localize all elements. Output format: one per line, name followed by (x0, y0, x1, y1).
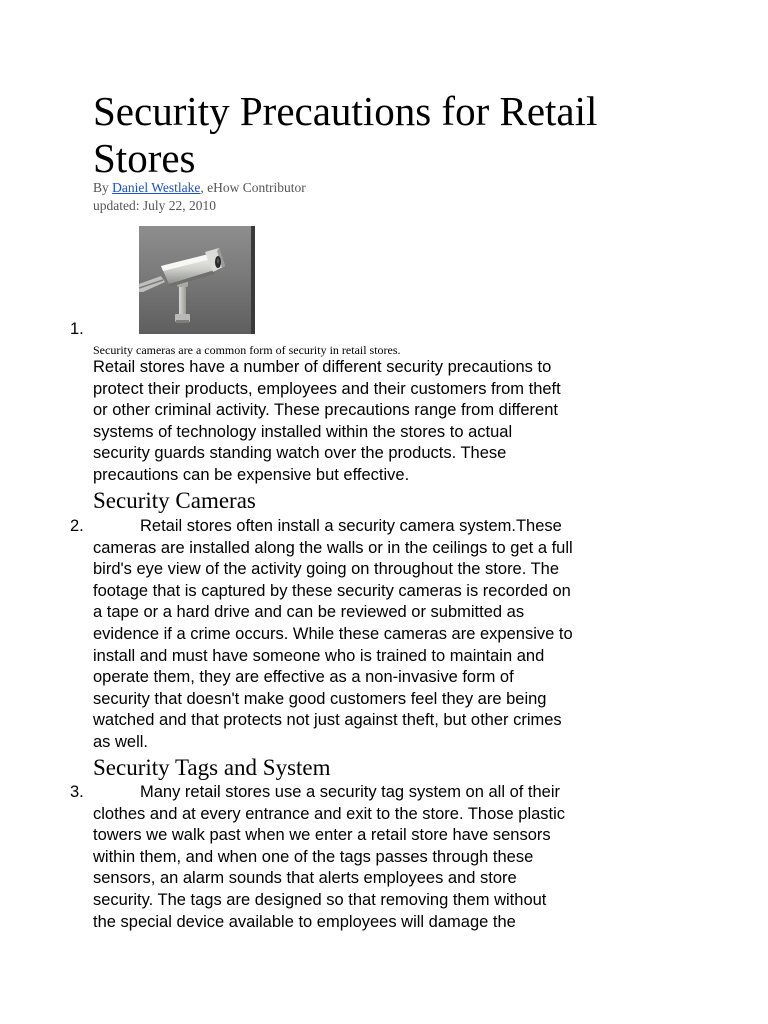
list-number-1: 1. (70, 320, 84, 338)
security-camera-photo (139, 226, 255, 334)
byline (93, 179, 306, 215)
paragraph-line: as well. (93, 732, 149, 751)
section-heading-security-tags: Security Tags and System (93, 755, 331, 780)
paragraph-line: cameras are installed along the walls or in the ceilings to get a full (93, 538, 573, 557)
paragraph-line: evidence if a crime occurs. While these cameras are expensive to (93, 624, 573, 643)
article-title-line-2: Stores (93, 135, 196, 181)
list-number-2: 2. (70, 517, 84, 535)
paragraph-line: sensors, an alarm sounds that alerts employees and store (93, 869, 517, 888)
list-number-3: 3. (70, 783, 84, 801)
paragraph-line: security. The tags are designed so that removing them without (93, 890, 547, 909)
paragraph-line: clothes and at every entrance and exit to the store. Those plastic (93, 804, 566, 823)
paragraph-line: Many retail stores use a security tag system on all of their (140, 783, 561, 801)
paragraph-line: a tape or a hard drive and can be reviewed or submitted as (93, 603, 525, 622)
paragraph-line: install and must have someone who is trained to maintain and (93, 646, 545, 665)
paragraph-line: protect their products, employees and their customers from theft (93, 379, 561, 398)
paragraph-line: watched and that protects not just against theft, but other crimes (93, 711, 562, 730)
paragraph-line: operate them, they are effective as a non-invasive form of (93, 668, 514, 687)
paragraph-line: the special device available to employees will damage the (93, 912, 516, 931)
security-cameras-paragraph (93, 516, 693, 754)
paragraph-line: systems of technology installed within the stores to actual (93, 422, 513, 441)
paragraph-line: precautions can be expensive but effective. (93, 465, 410, 484)
paragraph-line: footage that is captured by these security cameras is recorded on (93, 581, 571, 600)
paragraph-line: within them, and when one of the tags passes through these (93, 847, 534, 866)
paragraph-line: towers we walk past when we enter a retail store have sensors (93, 826, 551, 845)
byline-prefix: By (93, 180, 113, 195)
image-caption: Security cameras are a common form of security in retail stores. (93, 343, 401, 357)
paragraph-line: security that doesn't make good customers feel they are being (93, 689, 547, 708)
article-title-line-1: Security Precautions for Retail (93, 88, 598, 134)
intro-paragraph (93, 357, 693, 487)
article-title (93, 88, 733, 182)
paragraph-line: bird's eye view of the activity going on throughout the store. The (93, 560, 560, 579)
paragraph-line: Retail stores often install a security camera system.These (140, 517, 562, 535)
paragraph-line: Retail stores have a number of different security precautions to (93, 358, 552, 376)
paragraph-line: or other criminal activity. These precautions range from different (93, 401, 558, 420)
author-link[interactable]: Daniel Westlake (112, 180, 201, 195)
security-camera-icon (139, 226, 255, 334)
byline-suffix: , eHow Contributor (200, 180, 306, 195)
paragraph-line: security guards standing watch over the products. These (93, 444, 507, 463)
updated-date: updated: July 22, 2010 (93, 198, 216, 213)
security-tags-paragraph (93, 782, 693, 933)
section-heading-security-cameras: Security Cameras (93, 488, 256, 513)
